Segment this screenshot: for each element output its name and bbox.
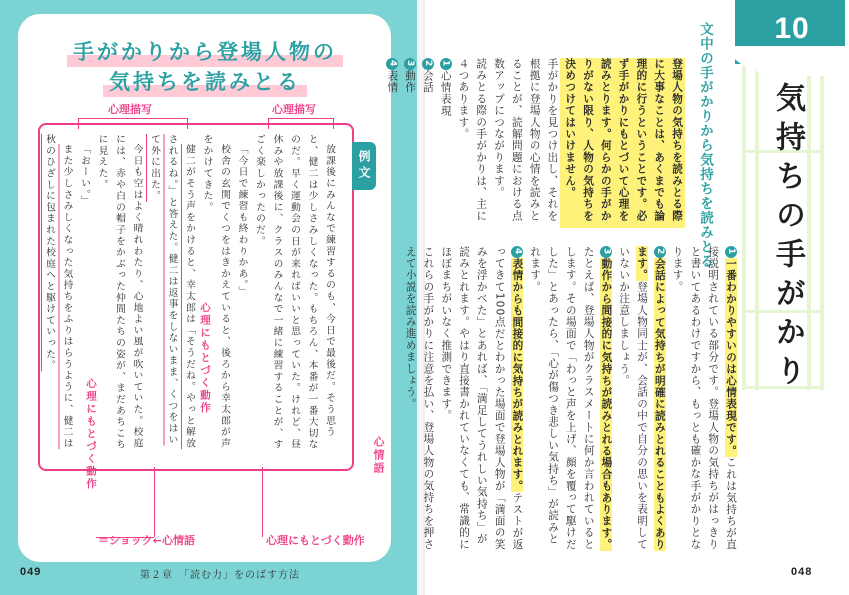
- example-paragraph: また少しさみしくなった気持ちをふりはらうように、健二は秋のひざしに包まれた校庭へと駆けていった。: [44, 134, 73, 449]
- decor-stripe: [820, 60, 824, 390]
- example-paragraph: 校舎の玄関でくつをはきかえていると、後ろから幸太郎が声をかけてきた。: [201, 134, 230, 449]
- example-paragraph: 健二がそう声をかけると、幸太郎は「そうだね。やっと解放されるね。」と答えた。健二は返事をしないまま、くつをはいて外に出た。: [149, 134, 195, 449]
- annotation-leader: [154, 467, 155, 537]
- list-item: 4表情: [382, 58, 400, 228]
- point-paragraph: 1一番わかりやすいのは心情表現です。これは気持ちが直接説明されている部分です。登場人物の気持ちがはっきりと書いてあるわけですから、もっとも確かな手がかりとなります。: [671, 246, 737, 551]
- left-page-number: 049: [20, 566, 42, 578]
- example-paragraph: 放課後にみんなで練習するのも、今日で最後だ。そう思うと、健二は少しさみしくなった。もちろん、本番が一番大切なのだ。早く運動会の日が来ればいいと思っていた。けれど、昼休みや放課後に、クラスのみんなで一緒に練習することが、すごく楽しかったのだ。: [254, 134, 335, 451]
- lesson-number: 10: [774, 12, 810, 45]
- chapter-label: 第２章 「読む力」をのばす方法: [140, 570, 300, 581]
- annotation-psych-description-right: 心理描写: [272, 103, 316, 116]
- point-paragraph: 4表情からも間接的に気持ちが読みとれます。テストが返ってきて100点だとわかった場面で登場人物が「満面の笑みを浮かべた」とあれば、「満足してうれしい気持ち」が読みとれます。やはり直接書かれていなくても、常識的にほぼまちがいなく推測できます。: [440, 246, 524, 551]
- annotation-psych-action-bottom: 心理にもとづく動作: [266, 534, 365, 547]
- annotation-shock-emotion-word: ＝ショック←心情語: [98, 534, 195, 547]
- example-tag: 例文: [352, 142, 376, 190]
- intro-paragraph: 手がかりを見つけ出し、それを根拠に登場人物の心情を読みとることが、読解問題における点数アップにつながります。: [493, 58, 559, 222]
- annotation-emotion-word: 心情語: [372, 436, 385, 475]
- example-paragraph: 今日も空はよく晴れわたり、心地よい風が吹いていた。校庭には、赤や白の帽子をかぶった仲間たちの姿が、まだあちこちに見えた。: [96, 134, 143, 451]
- point-paragraph: 3動作から間接的に気持ちが読みとれる場合もあります。たとえば、登場人物がクラスメートに何か言われているとします。その場面で「わっと声を上げ、顔を覆って駆けだした」とあったら、「心が傷つき悲しい気持ち」が読みとれます。: [529, 246, 613, 551]
- intro-paragraph: 登場人物の気持ちを読みとる際に大事なことは、あくまでも論理的に行うということです。必ず手がかりにもとづいて心理を読みとります。何らかの手がかりがない限り、人物の気持ちを決めつけてはいけません。: [560, 58, 685, 228]
- section-heading: 文中の手がかりから気持ちを読みとる: [697, 22, 713, 269]
- right-page: [386, 0, 839, 595]
- annotation-psych-description-left: 心理描写: [108, 103, 152, 116]
- lesson-badge-curve: [729, 46, 849, 76]
- point-paragraph: 2会話によって気持ちが明確に読みとれることもよくあります。登場人物同士が、会話の中で自分の思いを表明していないか注意しましょう。: [618, 246, 666, 551]
- annotation-leader: [262, 467, 263, 537]
- left-page-title-line1: 手がかりから登場人物の: [30, 36, 380, 67]
- points-text: [404, 246, 739, 552]
- intro-text: [386, 58, 685, 228]
- annotation-psych-action-left: 心理にもとづく動作: [85, 378, 97, 491]
- list-item: 3動作: [400, 58, 418, 228]
- right-page-title: 気持ちの手がかり: [770, 82, 805, 394]
- intro-paragraph: 読みとる際の手がかりは、主に４つあります。: [457, 58, 488, 222]
- annotation-psych-action-middle: 心理にもとづく動作: [199, 302, 211, 415]
- left-page: [0, 0, 417, 595]
- decor-stripe: [742, 60, 746, 390]
- example-paragraph: 「今日で練習も終わりかあ。」: [236, 143, 248, 298]
- right-page-number: 048: [791, 566, 813, 578]
- decor-stripe: [755, 60, 759, 390]
- closing-paragraph: これらの手がかりに注意を払い、登場人物の気持ちを押さえて小説を読み進めましょう。: [404, 246, 435, 551]
- example-paragraph: 「おーい。」: [79, 143, 90, 207]
- list-item: 1心情表現: [436, 58, 454, 228]
- left-page-title-line2: 気持ちを読みとる: [30, 66, 380, 97]
- list-item: 2会話: [418, 58, 436, 228]
